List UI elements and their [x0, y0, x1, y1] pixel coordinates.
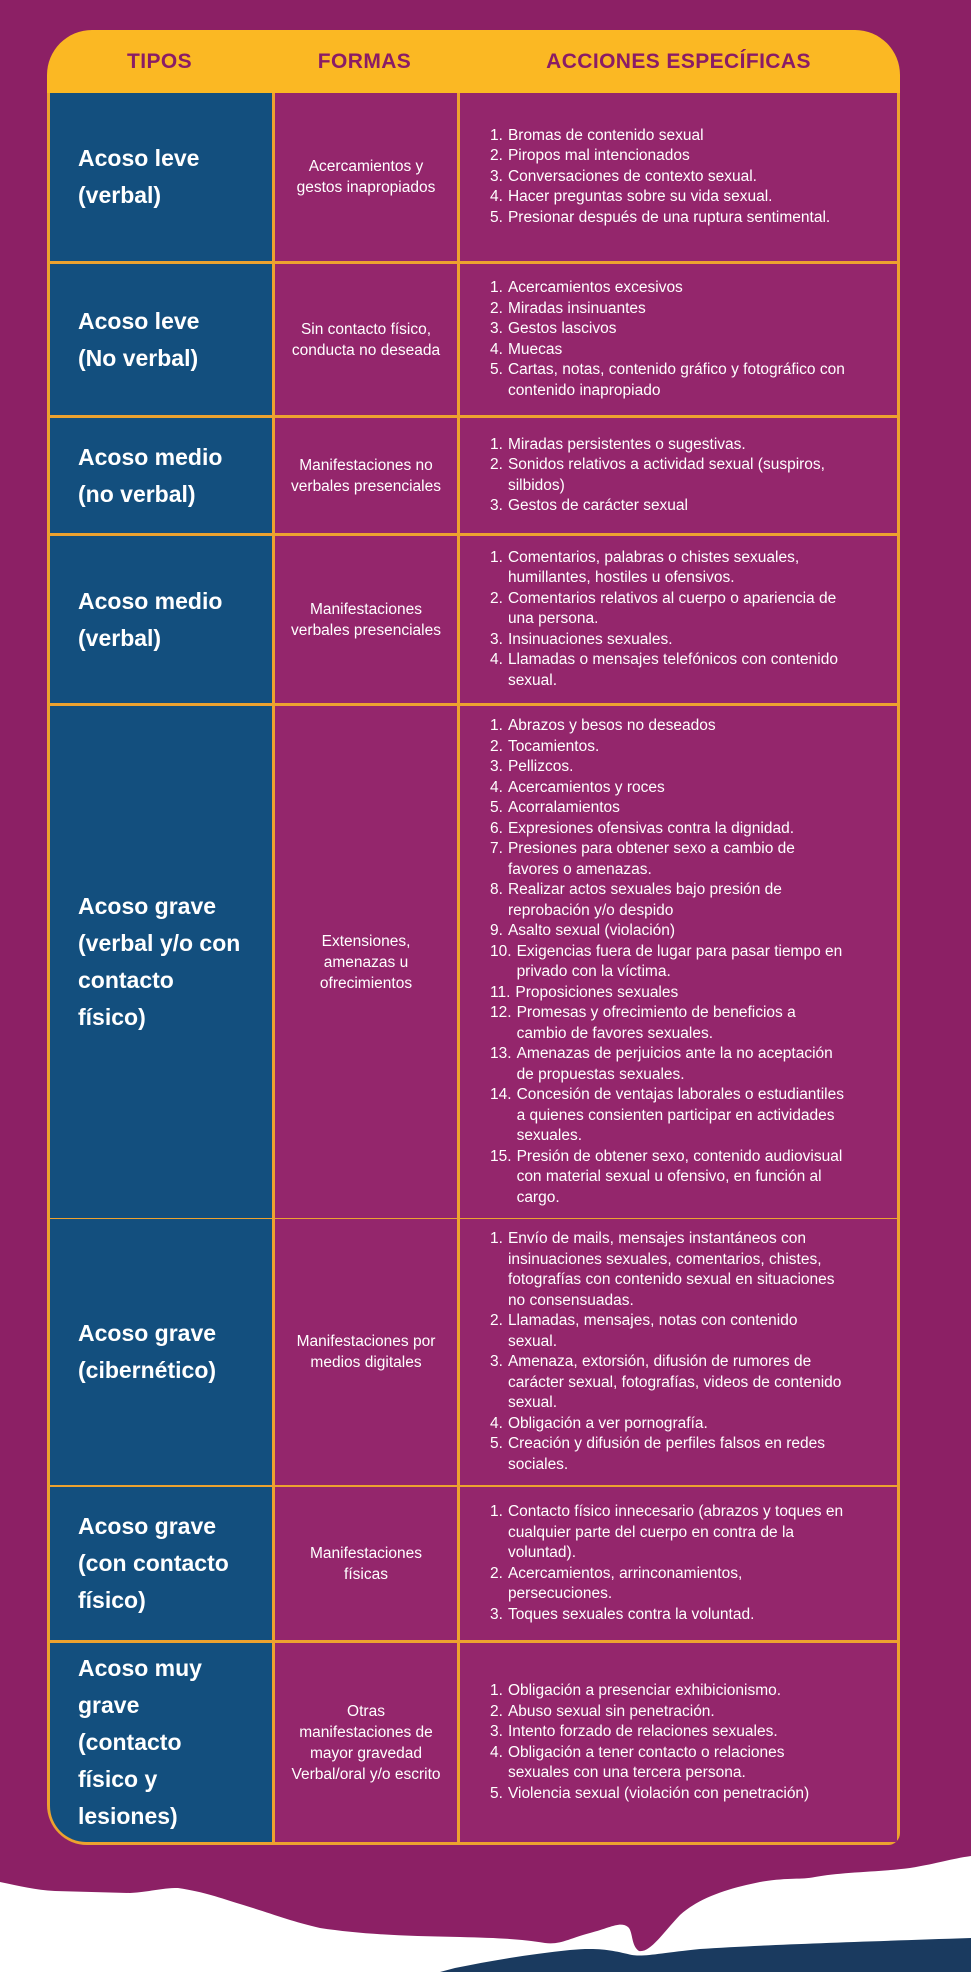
action-item: [490, 1681, 849, 1702]
action-number: 11.: [490, 983, 511, 1001]
action-number: 2.: [490, 1312, 503, 1329]
action-item: [490, 1502, 849, 1564]
forma-cell: [275, 93, 457, 261]
action-item: [490, 208, 849, 229]
action-item: [490, 819, 849, 840]
action-item: [490, 1702, 849, 1723]
action-number: 14.: [490, 1086, 512, 1103]
action-text: Acercamientos excesivos: [507, 279, 683, 296]
action-item: [490, 798, 849, 819]
forma-label: Otras manifestaciones de mayor gravedad Verbal/oral y/o escrito: [291, 1702, 441, 1783]
action-text: Creación y difusión de perfiles falsos en redes sociales.: [507, 1435, 825, 1473]
forma-label: Sin contacto físico, conducta no deseada: [291, 320, 441, 359]
action-item: [490, 278, 849, 299]
action-text: Llamadas o mensajes telefónicos con contenido sexual.: [507, 651, 838, 689]
action-item: [490, 299, 849, 320]
action-text: Amenaza, extorsión, difusión de rumores de carácter sexual, fotografías, videos de contenido sexual.: [507, 1353, 842, 1411]
action-text: Acercamientos, arrinconamientos, persecuciones.: [507, 1564, 743, 1602]
action-number: 3.: [490, 1353, 503, 1370]
table-row: [50, 1487, 897, 1640]
forma-cell: [275, 1487, 457, 1640]
type-label: Acoso medio (no verbal): [78, 443, 223, 507]
type-cell: [50, 418, 272, 533]
action-text: Presión de obtener sexo, contenido audiovisual con material sexual u ofensivo, en función al cargo.: [516, 1147, 843, 1206]
table-row: [50, 264, 897, 415]
action-number: 2.: [490, 1564, 503, 1582]
action-number: 1.: [490, 717, 503, 734]
action-text: Insinuaciones sexuales.: [507, 630, 673, 648]
action-text: Exigencias fuera de lugar para pasar tiempo en privado con la víctima.: [516, 942, 843, 980]
actions-cell: [460, 93, 897, 261]
actions-cell: [460, 706, 897, 1218]
action-number: 1.: [490, 548, 503, 566]
action-number: 5.: [490, 1784, 503, 1802]
forma-label: Acercamientos y gestos inapropiados: [296, 158, 436, 196]
table-body: [47, 93, 900, 1845]
action-text: Llamadas, mensajes, notas con contenido sexual.: [507, 1312, 798, 1350]
actions-cell: [460, 536, 897, 703]
header-cell-tipos: TIPOS: [126, 49, 192, 73]
action-number: 4.: [490, 188, 503, 206]
forma-label: Manifestaciones verbales presenciales: [291, 600, 441, 639]
action-item: [490, 1605, 849, 1626]
action-number: 2.: [490, 147, 503, 165]
action-text: Miradas persistentes o sugestivas.: [507, 435, 746, 453]
action-item: [490, 187, 849, 208]
action-text: Comentarios, palabras o chistes sexuales, humillantes, hostiles u ofensivos.: [507, 548, 800, 587]
action-item: [490, 839, 849, 880]
action-text: Contacto físico innecesario (abrazos y toques en cualquier parte del cuerpo en contra de la voluntad).: [507, 1503, 844, 1561]
action-number: 3.: [490, 758, 503, 775]
action-number: 3.: [490, 320, 503, 337]
action-number: 1.: [490, 126, 503, 144]
action-number: 6.: [490, 819, 503, 837]
action-number: 2.: [490, 299, 503, 317]
action-number: 9.: [490, 922, 503, 939]
action-number: 2.: [490, 737, 503, 755]
action-item: [490, 1003, 849, 1044]
action-item: [490, 1414, 849, 1435]
header-cell-acciones: ACCIONES ESPECÍFICAS: [546, 49, 811, 73]
action-item: [490, 167, 849, 188]
action-number: 1.: [490, 1230, 503, 1247]
action-number: 7.: [490, 840, 503, 857]
forma-cell: [275, 706, 457, 1218]
forma-label: Manifestaciones no verbales presenciales: [291, 456, 441, 495]
action-text: Envío de mails, mensajes instantáneos con insinuaciones sexuales, comentarios, chistes, fotografías con contenido sexual en situaciones no consensuadas.: [507, 1230, 835, 1309]
action-text: Abuso sexual sin penetración.: [507, 1702, 715, 1720]
action-item: [490, 340, 849, 361]
action-text: Presiones para obtener sexo a cambio de favores o amenazas.: [507, 840, 795, 878]
action-item: [490, 630, 849, 651]
action-number: 1.: [490, 435, 503, 453]
action-item: [490, 1434, 849, 1475]
type-label: Acoso leve (No verbal): [78, 307, 200, 371]
action-item: [490, 650, 849, 691]
action-text: Toques sexuales contra la voluntad.: [507, 1605, 755, 1623]
acoso-table: [47, 30, 900, 1845]
forma-cell: [275, 1219, 457, 1485]
action-number: 3.: [490, 497, 503, 514]
action-text: Abrazos y besos no deseados: [507, 717, 716, 734]
forma-cell: [275, 418, 457, 533]
action-number: 13.: [490, 1045, 512, 1062]
forma-label: Manifestaciones físicas: [309, 1544, 422, 1583]
table-row: [50, 706, 897, 1216]
action-text: Violencia sexual (violación con penetración): [507, 1784, 810, 1802]
table-header: [47, 30, 900, 93]
action-item: [490, 1311, 849, 1352]
table-row: [50, 536, 897, 703]
type-cell: [50, 1219, 272, 1485]
action-text: Pellizcos.: [507, 758, 574, 775]
action-number: 5.: [490, 1435, 503, 1452]
action-item: [490, 319, 849, 340]
forma-cell: [275, 264, 457, 415]
action-number: 5.: [490, 361, 503, 378]
action-item: [490, 778, 849, 799]
action-number: 2.: [490, 589, 503, 607]
action-number: 3.: [490, 630, 503, 648]
action-item: [490, 496, 849, 517]
action-text: Presionar después de una ruptura sentimental.: [507, 208, 831, 226]
type-label: Acoso grave (verbal y/o con contacto físico): [78, 893, 241, 1030]
action-item: [490, 435, 849, 456]
action-number: 4.: [490, 1743, 503, 1761]
type-cell: [50, 1643, 272, 1842]
action-item: [490, 1722, 849, 1743]
forma-label: Manifestaciones por medios digitales: [296, 1333, 436, 1371]
table-row: [50, 418, 897, 533]
action-text: Sonidos relativos a actividad sexual (suspiros, silbidos): [507, 456, 825, 494]
table-row: [50, 1643, 897, 1842]
action-item: [490, 757, 849, 778]
action-text: Acorralamientos: [507, 799, 620, 816]
type-cell: [50, 264, 272, 415]
action-text: Comentarios relativos al cuerpo o apariencia de una persona.: [507, 589, 837, 628]
action-text: Conversaciones de contexto sexual.: [507, 167, 757, 185]
action-text: Muecas: [507, 340, 563, 358]
forma-cell: [275, 536, 457, 703]
action-text: Obligación a presenciar exhibicionismo.: [507, 1682, 782, 1699]
action-item: [490, 880, 849, 921]
type-cell: [50, 706, 272, 1218]
action-item: [490, 716, 849, 737]
action-number: 8.: [490, 881, 503, 898]
action-text: Tocamientos.: [507, 737, 600, 755]
action-text: Hacer preguntas sobre su vida sexual.: [507, 188, 773, 206]
type-label: Acoso grave (cibernético): [78, 1320, 217, 1383]
torn-edge-graphic: [0, 1850, 971, 1972]
table-row: [50, 1219, 897, 1484]
action-item: [490, 146, 849, 167]
type-label: Acoso medio (verbal): [78, 587, 223, 651]
action-number: 4.: [490, 778, 503, 796]
action-text: Obligación a ver pornografía.: [507, 1414, 708, 1432]
bottom-strip-shape: [440, 1938, 971, 1972]
action-number: 3.: [490, 1605, 503, 1623]
action-text: Bromas de contenido sexual: [507, 126, 704, 144]
type-cell: [50, 1487, 272, 1640]
action-item: [490, 983, 849, 1004]
action-text: Promesas y ofrecimiento de beneficios a cambio de favores sexuales.: [516, 1004, 796, 1042]
action-text: Realizar actos sexuales bajo presión de reprobación y/o despido: [507, 881, 782, 919]
action-number: 1.: [490, 1503, 503, 1520]
action-item: [490, 455, 849, 496]
action-number: 2.: [490, 456, 503, 473]
action-item: [490, 1044, 849, 1085]
type-cell: [50, 536, 272, 703]
action-text: Miradas insinuantes: [507, 299, 646, 317]
action-item: [490, 1147, 849, 1209]
action-item: [490, 1229, 849, 1311]
action-number: 1.: [490, 279, 503, 296]
action-text: Gestos lascivos: [507, 320, 617, 337]
action-number: 2.: [490, 1702, 503, 1720]
action-item: [490, 737, 849, 758]
action-item: [490, 126, 849, 147]
action-text: Gestos de carácter sexual: [507, 497, 688, 514]
action-text: Amenazas de perjuicios ante la no aceptación de propuestas sexuales.: [516, 1045, 833, 1083]
header-cell-formas: FORMAS: [317, 49, 412, 73]
actions-cell: [460, 1487, 897, 1640]
actions-cell: [460, 264, 897, 415]
action-text: Asalto sexual (violación): [507, 922, 676, 939]
action-number: 4.: [490, 340, 503, 358]
action-number: 10.: [490, 942, 512, 960]
forma-cell: [275, 1643, 457, 1842]
type-label: Acoso leve (verbal): [78, 145, 200, 208]
actions-cell: [460, 1219, 897, 1485]
action-text: Concesión de ventajas laborales o estudiantiles a quienes consienten participar en actividades sexuales.: [516, 1086, 844, 1144]
action-item: [490, 360, 849, 401]
action-item: [490, 1784, 849, 1805]
action-text: Obligación a tener contacto o relaciones sexuales con una tercera persona.: [507, 1743, 785, 1781]
type-cell: [50, 93, 272, 261]
action-text: Expresiones ofensivas contra la dignidad.: [507, 819, 794, 837]
type-label: Acoso grave (con contacto físico): [78, 1513, 229, 1613]
action-text: Piropos mal intencionados: [507, 147, 690, 165]
action-text: Acercamientos y roces: [507, 778, 665, 796]
action-item: [490, 1352, 849, 1414]
action-number: 4.: [490, 651, 503, 669]
actions-cell: [460, 418, 897, 533]
action-item: [490, 1564, 849, 1605]
action-number: 15.: [490, 1147, 512, 1165]
torn-edge-purple-shape: [0, 1850, 971, 1951]
action-number: 3.: [490, 1723, 503, 1740]
type-label: Acoso muy grave (contacto físico y lesiones): [78, 1655, 202, 1829]
action-item: [490, 548, 849, 589]
action-text: Intento forzado de relaciones sexuales.: [507, 1723, 778, 1740]
action-text: Proposiciones sexuales: [515, 983, 679, 1001]
action-item: [490, 921, 849, 942]
action-text: Cartas, notas, contenido gráfico y fotográfico con contenido inapropiado: [507, 361, 845, 399]
action-item: [490, 589, 849, 630]
action-number: 4.: [490, 1414, 503, 1432]
action-item: [490, 1085, 849, 1147]
actions-cell: [460, 1643, 897, 1842]
action-number: 5.: [490, 208, 503, 226]
forma-label: Extensiones, amenazas u ofrecimientos: [319, 932, 413, 992]
action-number: 5.: [490, 799, 503, 816]
table-row: [50, 93, 897, 261]
action-number: 1.: [490, 1682, 503, 1699]
action-number: 12.: [490, 1004, 512, 1021]
action-number: 3.: [490, 167, 503, 185]
action-item: [490, 942, 849, 983]
action-item: [490, 1743, 849, 1784]
